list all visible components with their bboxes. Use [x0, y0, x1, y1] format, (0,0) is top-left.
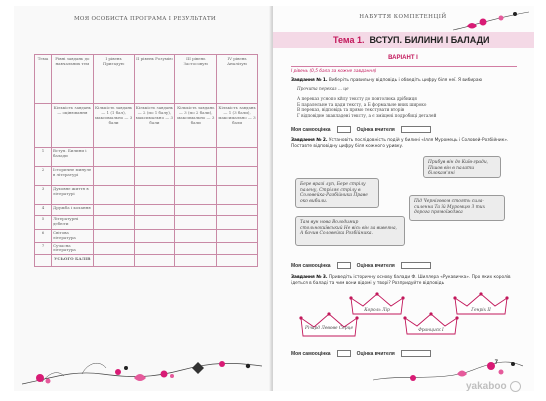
scroll-fragment-3[interactable]: Під Черніговом стоять сила-силенна Та їй Муромцю З тих дорога прямоїжджа — [409, 195, 505, 221]
left-page — [14, 6, 272, 391]
table-row — [35, 148, 258, 167]
task-1-text: Виберіть правильну відповідь і обведіть цифру біля неї. Я вибираю — [328, 78, 483, 83]
watermark — [466, 378, 540, 394]
option-d[interactable]: Г відповідне зкакладені тексту, а є зміщені подробиці деталей — [297, 112, 437, 118]
row-number: 7 — [35, 242, 52, 255]
score-cell[interactable] — [93, 242, 134, 255]
score-cell[interactable] — [217, 167, 258, 186]
score-cell[interactable] — [134, 148, 175, 167]
task-2-text: Установіть послідовність подій у билині «Ілля Муромець і Соловей-Розбійник». Поставте відповідну цифру біля кожного уривку. — [291, 138, 509, 149]
teacher-grade-box[interactable] — [401, 262, 431, 269]
score-cell[interactable] — [175, 242, 217, 255]
table-header-level-2: ІІ рівень Розумію — [134, 55, 175, 104]
row-topic: Дружба і кохання — [51, 205, 93, 216]
topic-number: Тема 1. — [333, 35, 365, 45]
table-subheader: Кількість завдань — 3 (по 2 бали), максимально — 3 бали — [175, 104, 217, 148]
row-topic: Вступ. Билини і балади — [51, 148, 93, 167]
row-topic: Світова література — [51, 230, 93, 243]
score-cell[interactable] — [217, 205, 258, 216]
score-cell[interactable] — [217, 242, 258, 255]
crown-label-3: Річард Левове Серце — [304, 326, 354, 331]
selfcheck-box[interactable] — [337, 350, 351, 357]
score-cell[interactable] — [217, 216, 258, 230]
score-cell[interactable] — [134, 216, 175, 230]
topic-title: ВСТУП. БИЛИНИ І БАЛАДИ — [369, 35, 490, 45]
total-cell[interactable] — [175, 255, 217, 267]
page-number: 7 — [494, 360, 498, 366]
table-total-row — [35, 255, 258, 267]
option-c[interactable]: В переказ, відповідь та прямо текстувати вторів — [297, 107, 405, 113]
crown-label-4: Франциск І — [418, 328, 444, 333]
scroll-fragment-1[interactable]: Прибув він до Київ-гради, Пішов він в палати білокам'яні — [423, 156, 501, 178]
divider — [291, 66, 517, 67]
score-cell[interactable] — [93, 186, 134, 205]
task-1-label: Завдання № 1. — [291, 78, 328, 83]
task-1-options — [297, 96, 517, 118]
table-subheader — [35, 104, 52, 148]
table-header-level-1: І рівень Пригадую — [93, 55, 134, 104]
table-subheader: Кількість завдань — 1 (3 бали), максимально — 3 бали — [217, 104, 258, 148]
floral-ornament-top — [453, 8, 529, 34]
score-cell[interactable] — [175, 148, 217, 167]
score-cell[interactable] — [134, 167, 175, 186]
row-number: 3 — [35, 186, 52, 205]
program-results-table — [34, 54, 258, 267]
selfcheck-box[interactable] — [337, 126, 351, 133]
floral-ornament-left — [22, 348, 262, 388]
total-cell[interactable] — [93, 255, 134, 267]
score-cell[interactable] — [93, 205, 134, 216]
score-cell[interactable] — [93, 167, 134, 186]
table-subheader: Кількість завдань — 1 (1 бал), максимально — 3 бали — [93, 104, 134, 148]
score-cell[interactable] — [175, 205, 217, 216]
topic-title-bar — [273, 32, 534, 48]
task-3-text: Приведіть історичну основу балади Ф. Шиллера «Рукавичка». Про яких королів ідеться в баладі та чим вони відомі у творі? Розпридуйте відповідь — [291, 275, 511, 286]
row-number: 6 — [35, 230, 52, 243]
crown-label-1: Король Лір — [364, 308, 390, 313]
table-header-level-3: ІІІ рівень Застосовую — [175, 55, 217, 104]
right-page-header: НАБУТТЯ КОМПЕТЕНЦІЙ — [359, 14, 447, 20]
row-topic: Літературні дебюти — [51, 216, 93, 230]
score-cell[interactable] — [134, 186, 175, 205]
table-subheader: Кількість завдань — 2 (по 1 балу), максимально — 3 бали — [134, 104, 175, 148]
table-row — [35, 230, 258, 243]
task-2 — [291, 138, 519, 149]
watermark-logo-icon — [510, 381, 521, 392]
selfcheck-label: Моя самооцінка — [291, 126, 331, 133]
row-number: 2 — [35, 167, 52, 186]
row-topic: Історичне минуле в літературі — [51, 167, 93, 186]
table-header-theme: Тема — [35, 55, 52, 104]
table-row — [35, 186, 258, 205]
score-cell[interactable] — [93, 230, 134, 243]
teacher-grade-label: Оцінка вчителя — [356, 262, 395, 269]
selfcheck-row-1 — [291, 125, 519, 134]
row-number: 1 — [35, 148, 52, 167]
crown-icon — [403, 312, 459, 338]
score-cell[interactable] — [93, 148, 134, 167]
selfcheck-box[interactable] — [337, 262, 351, 269]
table-row — [35, 242, 258, 255]
selfcheck-row-2 — [291, 261, 519, 270]
row-number: 5 — [35, 216, 52, 230]
table-row — [35, 205, 258, 216]
variant-label: ВАРІАНТ І — [388, 55, 418, 61]
score-cell[interactable] — [175, 216, 217, 230]
task-3-label: Завдання № 3. — [291, 275, 328, 280]
table-header-levels: Рівні завдань до навчальних тем — [51, 55, 93, 104]
option-b[interactable]: Б паралельне та цади тексту, а Б формальне вних широко — [297, 101, 427, 107]
total-cell[interactable] — [134, 255, 175, 267]
score-cell[interactable] — [175, 230, 217, 243]
scroll-fragment-2[interactable]: Бере вразі луп, Бере стрілу палену, Стріляє стрілу в Соловейка-Разбійника Праве око вибили. — [295, 178, 379, 208]
task-1-prompt: Прочита переказ ... це — [297, 86, 349, 91]
score-cell[interactable] — [134, 230, 175, 243]
score-cell[interactable] — [175, 186, 217, 205]
left-page-header: МОЯ ОСОБИСТА ПРОГРАМА І РЕЗУЛЬТАТИ — [73, 16, 217, 22]
watermark-text: yakaboo — [466, 380, 507, 392]
table-header-level-4: IV рівень Аналізую — [217, 55, 258, 104]
score-cell[interactable] — [134, 242, 175, 255]
total-label: УСЬОГО БАЛІВ — [51, 255, 93, 267]
score-cell[interactable] — [175, 167, 217, 186]
right-page — [273, 6, 534, 391]
score-cell[interactable] — [217, 186, 258, 205]
level-label: І рівень (0,5 бала за кожне завдання) — [291, 69, 377, 74]
selfcheck-label: Моя самооцінка — [291, 262, 331, 269]
score-cell[interactable] — [217, 148, 258, 167]
score-cell[interactable] — [93, 216, 134, 230]
task-1 — [291, 78, 519, 84]
option-a[interactable]: А переказ уснопо кйлу тексту до повтолюка дрібниця — [297, 96, 417, 101]
crown-icon — [453, 292, 509, 318]
task-2-label: Завдання № 2. — [291, 138, 328, 143]
crown-label-2: Генріх II — [471, 308, 491, 313]
total-cell[interactable] — [217, 255, 258, 267]
teacher-grade-box[interactable] — [401, 126, 431, 133]
scroll-fragment-4[interactable]: Там вун нова Володимир стольнокиївський Не вісь він за вивеяна, А бачив Соловейка Розбійника. — [295, 216, 405, 246]
table-row — [35, 167, 258, 186]
row-topic: Духовне життя в літературі — [51, 186, 93, 205]
row-number: 4 — [35, 205, 52, 216]
task-3 — [291, 275, 519, 286]
selfcheck-label: Моя самооцінка — [291, 350, 331, 357]
row-topic: Сучасна література — [51, 242, 93, 255]
table-subheader: Кількість завдань — оцінювання — [51, 104, 93, 148]
book-spread — [14, 6, 534, 391]
teacher-grade-label: Оцінка вчителя — [356, 350, 395, 357]
score-cell[interactable] — [134, 205, 175, 216]
teacher-grade-label: Оцінка вчителя — [356, 126, 395, 133]
score-cell[interactable] — [217, 230, 258, 243]
table-row — [35, 216, 258, 230]
